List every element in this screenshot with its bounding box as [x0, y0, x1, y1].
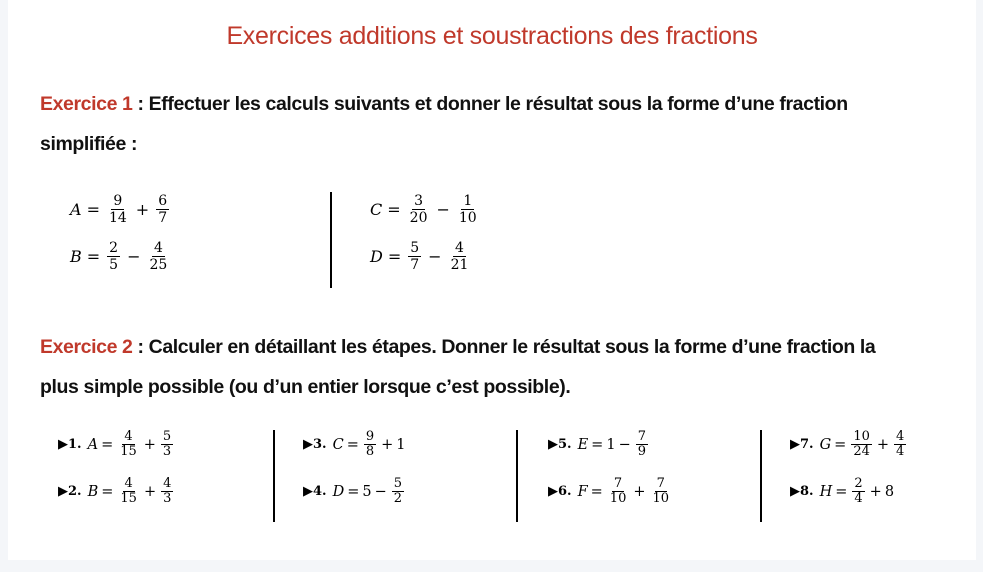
- operator: −: [428, 247, 442, 266]
- denominator: 3: [162, 444, 172, 459]
- exercise1-text-line2: simplifiée :: [40, 133, 138, 155]
- plus-operator: +: [143, 436, 156, 453]
- plus-operator: +: [876, 436, 890, 453]
- fraction: [107, 193, 129, 226]
- fraction: [852, 477, 864, 506]
- column-divider: [516, 430, 518, 522]
- exercise1-text-line1: : Effectuer les calculs suivants et donner le résultat sous la forme d’une fraction: [132, 93, 848, 115]
- column-divider: [273, 430, 275, 522]
- denominator: 15: [120, 491, 137, 506]
- numerator: 5: [410, 240, 420, 256]
- ex2-item-2: [58, 477, 175, 506]
- fraction: [636, 430, 648, 459]
- integer: 1: [396, 436, 406, 453]
- equals-sign: =: [347, 483, 360, 500]
- fraction: [851, 430, 872, 459]
- equals-sign: =: [101, 483, 114, 500]
- denominator: 8: [365, 444, 375, 459]
- numerator: 2: [109, 240, 119, 256]
- item-marker: ▶8.: [790, 484, 814, 499]
- integer: 1: [606, 436, 616, 453]
- denominator: 10: [609, 491, 627, 506]
- plus-operator: +: [633, 483, 646, 500]
- fraction: [161, 477, 173, 506]
- calc-c: [370, 193, 481, 226]
- integer: 5: [362, 483, 372, 500]
- fraction: [408, 240, 421, 273]
- column-divider: [330, 192, 332, 288]
- equals-sign: =: [835, 483, 848, 500]
- denominator: 3: [163, 491, 172, 506]
- fraction: [449, 240, 471, 273]
- calc-d-var: D: [370, 247, 383, 266]
- fraction: [148, 240, 170, 273]
- minus-operator: −: [618, 436, 631, 453]
- equals-sign: =: [86, 200, 100, 219]
- item-marker: ▶5.: [548, 437, 572, 452]
- equals-sign: =: [346, 436, 359, 453]
- denominator: 15: [120, 444, 137, 459]
- minus-operator: −: [374, 483, 387, 500]
- item-var: F: [577, 483, 588, 500]
- denominator: 4: [896, 444, 905, 459]
- exercise2-label: Exercice 2: [40, 336, 133, 358]
- numerator: 6: [158, 193, 168, 209]
- exercise2-instruction: [40, 327, 960, 407]
- denominator: 24: [853, 444, 870, 459]
- denominator: 25: [149, 257, 168, 273]
- fraction: [894, 430, 906, 459]
- denominator: 20: [409, 210, 428, 226]
- plus-operator: +: [143, 483, 157, 500]
- equals-sign: =: [591, 436, 604, 453]
- item-var: A: [87, 436, 99, 453]
- equals-sign: =: [101, 436, 114, 453]
- equals-sign: =: [834, 436, 847, 453]
- numerator: 3: [414, 193, 424, 209]
- numerator: 4: [124, 429, 133, 444]
- calc-b-var: B: [70, 247, 82, 266]
- calc-a: [70, 193, 171, 226]
- equals-sign: =: [387, 247, 402, 266]
- ex2-item-3: [303, 430, 406, 459]
- numerator: 4: [124, 476, 133, 491]
- fraction: [156, 193, 169, 226]
- plus-operator: +: [869, 483, 882, 500]
- denominator: 2: [393, 491, 403, 506]
- denominator: 10: [458, 210, 477, 226]
- fraction: [608, 477, 629, 506]
- fraction: [118, 430, 139, 459]
- item-var: E: [577, 436, 589, 453]
- ex2-item-6: [548, 477, 673, 506]
- denominator: 5: [109, 257, 119, 273]
- ex2-item-4: [303, 477, 406, 506]
- calc-c-var: C: [370, 200, 383, 219]
- numerator: 10: [853, 429, 870, 444]
- numerator: 1: [463, 193, 473, 209]
- equals-sign: =: [387, 200, 401, 219]
- equals-sign: =: [86, 247, 101, 266]
- item-marker: ▶6.: [548, 484, 572, 499]
- integer: 8: [884, 483, 895, 500]
- item-var: H: [819, 483, 833, 500]
- denominator: 9: [637, 444, 646, 459]
- calc-b: [70, 240, 171, 273]
- denominator: 14: [108, 210, 127, 226]
- item-marker: ▶7.: [790, 437, 814, 452]
- ex2-item-8: [790, 477, 894, 506]
- item-var: C: [332, 436, 344, 453]
- numerator: 5: [393, 476, 403, 491]
- operator: −: [436, 200, 450, 219]
- numerator: 9: [365, 429, 375, 444]
- numerator: 4: [163, 476, 172, 491]
- exercise1-instruction: [40, 84, 960, 164]
- item-var: G: [819, 436, 832, 453]
- denominator: 7: [158, 210, 168, 226]
- operator: +: [135, 200, 150, 219]
- numerator: 4: [896, 429, 905, 444]
- item-var: B: [87, 483, 99, 500]
- exercise2-text-line2: plus simple possible (ou d’un entier lorsque c’est possible).: [40, 376, 571, 398]
- fraction: [408, 193, 430, 226]
- ex2-item-1: [58, 430, 175, 459]
- item-var: D: [332, 483, 345, 500]
- plus-operator: +: [381, 436, 394, 453]
- fraction: [392, 477, 404, 506]
- column-divider: [760, 430, 762, 522]
- ex2-item-5: [548, 430, 650, 459]
- denominator: 7: [410, 257, 420, 273]
- numerator: 7: [656, 476, 665, 491]
- item-marker: ▶4.: [303, 484, 327, 499]
- numerator: 4: [153, 240, 163, 256]
- item-marker: ▶2.: [58, 484, 82, 499]
- equals-sign: =: [590, 483, 603, 500]
- calc-a-var: A: [70, 200, 82, 219]
- numerator: 7: [613, 476, 623, 491]
- operator: −: [127, 247, 141, 266]
- numerator: 4: [455, 240, 464, 256]
- denominator: 21: [450, 257, 469, 273]
- item-marker: ▶3.: [303, 437, 327, 452]
- fraction: [118, 477, 139, 506]
- numerator: 7: [637, 429, 646, 444]
- denominator: 10: [652, 491, 670, 506]
- fraction: [107, 240, 120, 273]
- numerator: 5: [162, 429, 172, 444]
- calc-d: [370, 240, 472, 273]
- exercise2-text-line1: : Calculer en détaillant les étapes. Donner le résultat sous la forme d’une fraction la: [132, 336, 876, 358]
- fraction: [457, 193, 479, 226]
- item-marker: ▶1.: [58, 437, 82, 452]
- fraction: [161, 430, 173, 459]
- numerator: 9: [113, 193, 123, 209]
- fraction: [364, 430, 376, 459]
- numerator: 2: [854, 476, 863, 491]
- denominator: 4: [854, 491, 863, 506]
- worksheet-page: [8, 0, 976, 560]
- ex2-item-7: [790, 430, 908, 459]
- page-title: Exercices additions et soustractions des fractions: [226, 22, 758, 50]
- fraction: [651, 477, 672, 506]
- exercise1-label: Exercice 1: [40, 93, 133, 115]
